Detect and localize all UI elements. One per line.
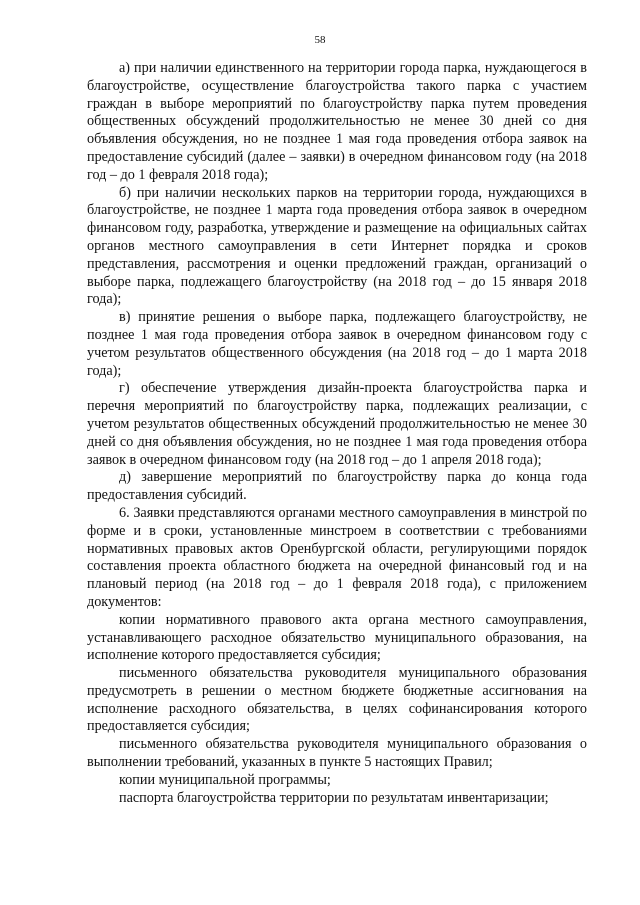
paragraph-doc-normative-act: копии нормативного правового акта органа местного самоуправления, устанавливающего расходное обязательство муниципального образования, на исполнение которого предоставляется субсидия; bbox=[87, 611, 587, 664]
page-number: 58 bbox=[314, 34, 326, 46]
paragraph-v: в) принятие решения о выборе парка, подлежащего благоустройству, не позднее 1 мая года проведения отбора заявок в очередном финансовом году с учетом результатов общественного обсуждения (на 2018 год – до 1 марта 2018 года); bbox=[87, 309, 587, 379]
paragraph-d: д) завершение мероприятий по благоустройству парка до конца года предоставления субсидий. bbox=[87, 469, 587, 504]
paragraph-g: г) обеспечение утверждения дизайн-проекта благоустройства парка и перечня мероприятий по благоустройству парка, подлежащих реализации, с учетом результатов общественных обсуждений продолжительностью не менее 30 дней со дня объявления обсуждения, но не позднее 1 мая года проведения отбора заявок в очередном финансовом году (на 2018 год – до 1 апреля 2018 года); bbox=[87, 380, 587, 468]
paragraph-doc-budget-obligation: письменного обязательства руководителя муниципального образования предусмотреть в решении о местном бюджете бюджетные ассигнования на исполнение расходного обязательства, в целях софинансирования которого предоставляется субсидия; bbox=[87, 665, 587, 735]
paragraph-b: б) при наличии нескольких парков на территории города, нуждающихся в благоустройстве, не позднее 1 марта года проведения отбора заявок в очередном финансовом году, разработка, утверждение и размещение на официальных сайтах органов местного самоуправления в сети Интернет порядка и сроков представления, рассмотрения и оценки предложений граждан, организаций о выборе парка, подлежащего благоустройству (на 2018 год – до 15 января 2018 года); bbox=[87, 184, 587, 308]
paragraph-doc-passport: паспорта благоустройства территории по результатам инвентаризации; bbox=[119, 789, 549, 806]
paragraph-doc-municipal-program: копии муниципальной программы; bbox=[119, 771, 331, 788]
paragraph-doc-requirements-obligation: письменного обязательства руководителя муниципального образования о выполнении требований, указанных в пункте 5 настоящих Правил; bbox=[87, 736, 587, 771]
paragraph-6: 6. Заявки представляются органами местного самоуправления в минстрой по форме и в сроки, установленные минстроем в соответствии с требованиями нормативных правовых актов Оренбургской области, регулирующими порядок составления проекта областного бюджета на очередной финансовый год и на плановый период (на 2018 год – до 1 февраля 2018 года), с приложением документов: bbox=[87, 504, 587, 610]
document-body bbox=[87, 60, 587, 807]
paragraph-a: а) при наличии единственного на территории города парка, нуждающегося в благоустройстве, осуществление благоустройства такого парка с участием граждан в выборе мероприятий по благоустройству парка путем проведения общественных обсуждений продолжительностью не менее 30 дней со дня объявления обсуждения, но не позднее 1 мая года проведения отбора заявок на предоставление субсидий (далее – заявки) в очередном финансовом году (на 2018 год – до 1 февраля 2018 года); bbox=[87, 60, 587, 183]
